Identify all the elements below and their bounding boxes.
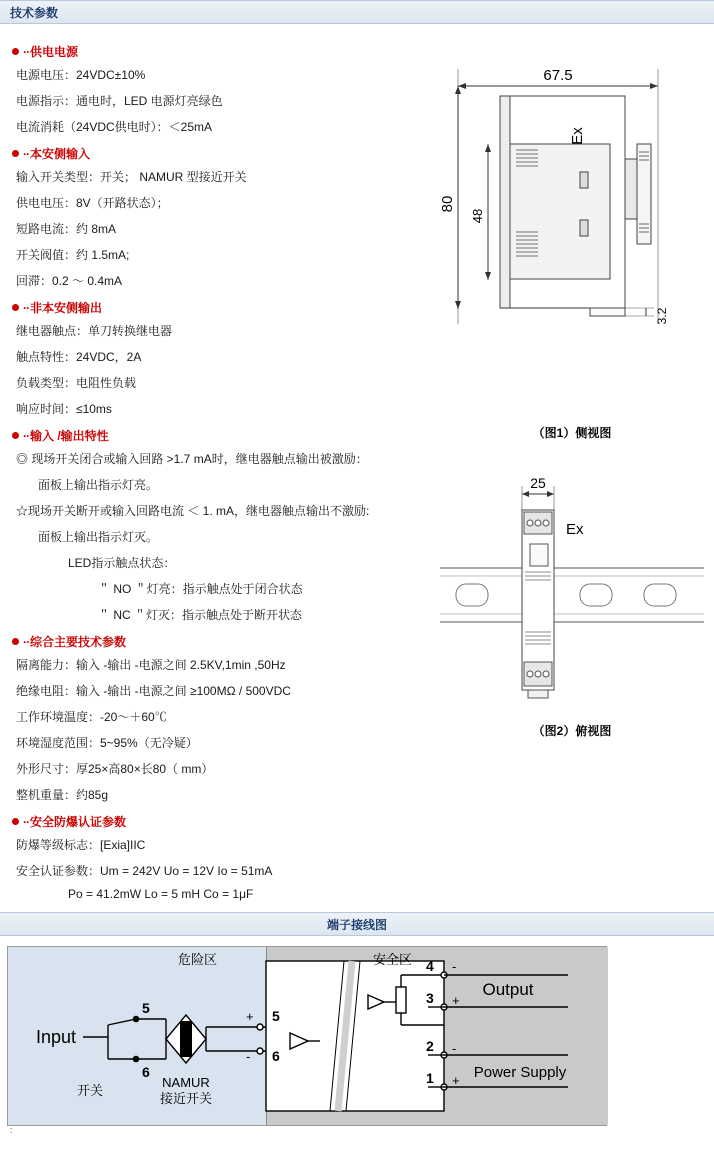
terminal-left-5: 5 <box>142 1000 150 1016</box>
dim-foot-label: 3.2 <box>655 307 669 325</box>
spec-line: LED指示触点状态： <box>68 556 176 570</box>
terminal-mid-5: 5 <box>272 1008 280 1024</box>
group-title: ·· 本安侧输入 <box>12 145 430 162</box>
top-view-drawing <box>430 472 714 752</box>
wiring-svg <box>8 947 606 1125</box>
input-label: Input <box>36 1027 77 1047</box>
wiring-title: 端子接线图 <box>326 917 387 932</box>
red-dot-icon <box>12 432 19 439</box>
spec-line: 电源指示：通电时，LED 电源灯亮绿色 <box>16 94 223 108</box>
spec-line: ◎ 现场开关闭合或输入回路 >1.7 mA时，继电器触点输出被激励： <box>16 452 368 466</box>
spec-line: 供电电压：8V（开路状态）； <box>16 196 169 210</box>
side-view-drawing <box>430 24 714 424</box>
spec-line: 电源电压：24VDC±10% <box>16 68 146 82</box>
red-dot-icon <box>12 638 19 645</box>
namur-label-line2: 接近开关 <box>159 1091 213 1106</box>
section-header-wiring <box>0 912 714 936</box>
wiring-canvas <box>7 946 607 1126</box>
figure-side-view <box>430 24 714 444</box>
spec-line: 工作环境温度：-20～＋60℃ <box>16 710 167 724</box>
terminal-left-6: 6 <box>142 1064 150 1080</box>
wiring-diagram <box>0 936 714 1136</box>
spec-line: 防爆等级标志：[Exia]IIC <box>16 838 146 852</box>
output-label: Output <box>482 980 534 999</box>
spec-line: 外形尺寸：厚25×高80×长80（ mm） <box>16 762 214 776</box>
spec-line: ＂ NC ＂灯灭：指示触点处于断开状态 <box>98 608 303 622</box>
page-footer-note: : <box>10 1125 13 1135</box>
spec-group-intrinsic-input <box>12 145 430 290</box>
spec-group-nonintrinsic-output <box>12 299 430 418</box>
group-title: ·· 非本安侧输出 <box>12 299 430 316</box>
dim-width-label: 67.5 <box>543 67 573 84</box>
terminal-right-3: 3 <box>426 990 434 1006</box>
terminal-right-4: 4 <box>426 958 434 974</box>
dim-inner-label: 48 <box>470 208 485 224</box>
spec-line: 面板上输出指示灯灭。 <box>38 530 159 544</box>
group-title: ·· 综合主要技术参数 <box>12 633 430 650</box>
spec-line: 触点特性：24VDC，2A <box>16 350 142 364</box>
section-title: 技术参数 <box>10 5 59 20</box>
spec-line: 绝缘电阻：输入 -输出 -电源之间 ≥100MΩ / 500VDC <box>16 684 291 698</box>
sign-minus-4: - <box>452 959 457 974</box>
dim-width-label: 25 <box>530 475 546 491</box>
spec-line: 安全认证参数：Um = 242V Uo = 12V Io = 51mA <box>16 864 273 878</box>
hazard-zone-label: 危险区 <box>178 952 218 967</box>
group-title: ·· 输入 /输出特性 <box>12 427 430 444</box>
group-title: ·· 安全防爆认证参数 <box>12 813 430 830</box>
power-supply-label: Power Supply <box>473 1064 567 1081</box>
spec-line: 继电器触点：单刀转换继电器 <box>16 324 173 338</box>
spec-group-io-characteristics <box>12 427 430 624</box>
spec-line: Po = 41.2mW Lo = 5 mH Co = 1μF <box>68 887 254 901</box>
switch-label: 开关 <box>76 1083 104 1098</box>
spec-line: 响应时间：≤10ms <box>16 402 112 416</box>
spec-line: 电流消耗（24VDC供电时）：＜25mA <box>16 120 213 134</box>
spec-line: 环境湿度范围：5~95%（无冷疑） <box>16 736 198 750</box>
spec-line: 短路电流：约 8mA <box>16 222 117 236</box>
safe-zone-label: 安全区 <box>373 952 413 967</box>
sign-plus-1: + <box>452 1073 460 1088</box>
sign-plus-in: + <box>246 1009 254 1024</box>
spec-body <box>0 24 714 903</box>
sign-plus-3: + <box>452 993 460 1008</box>
spec-line: 负载类型：电阻性负载 <box>16 376 137 390</box>
terminal-mid-6: 6 <box>272 1048 280 1064</box>
group-title: ·· 供电电源 <box>12 43 430 60</box>
spec-line: 回滞：0.2 ～ 0.4mA <box>16 274 123 288</box>
red-dot-icon <box>12 48 19 55</box>
spec-line: ＂ NO ＂灯亮：指示触点处于闭合状态 <box>98 582 303 596</box>
spec-line: ☆现场开关断开或输入回路电流 ＜ 1. mA，继电器触点输出不激励: <box>16 504 370 518</box>
ex-marking-label: Ex <box>569 127 586 145</box>
dim-height-label: 80 <box>439 195 456 213</box>
red-dot-icon <box>12 304 19 311</box>
section-header-tech-params <box>0 0 714 24</box>
spec-line: 整机重量：约85g <box>16 788 109 802</box>
spec-group-general-params <box>12 633 430 804</box>
terminal-right-2: 2 <box>426 1038 434 1054</box>
spec-line: 面板上输出指示灯亮。 <box>38 478 159 492</box>
red-dot-icon <box>12 150 19 157</box>
spec-line: 输入开关类型：开关； NAMUR 型接近开关 <box>16 170 247 184</box>
spec-group-power-supply <box>12 43 430 136</box>
sign-minus-2: - <box>452 1041 457 1056</box>
spec-group-ex-certification <box>12 813 430 903</box>
ex-marking-label: Ex <box>566 521 584 538</box>
namur-label-line1: NAMUR <box>162 1075 210 1090</box>
spec-line: 开关阀值：约 1.5mA; <box>16 248 130 262</box>
red-dot-icon <box>12 818 19 825</box>
spec-line: 隔离能力：输入 -输出 -电源之间 2.5KV,1min ,50Hz <box>16 658 286 672</box>
spec-text-column <box>0 24 430 903</box>
figure-top-caption: （图2）俯视图 <box>532 724 612 738</box>
figure-side-caption: （图1）侧视图 <box>532 426 612 440</box>
drawings-column <box>430 24 714 782</box>
terminal-right-1: 1 <box>426 1070 434 1086</box>
sign-minus-in: - <box>246 1049 251 1064</box>
figure-top-view <box>430 472 714 782</box>
